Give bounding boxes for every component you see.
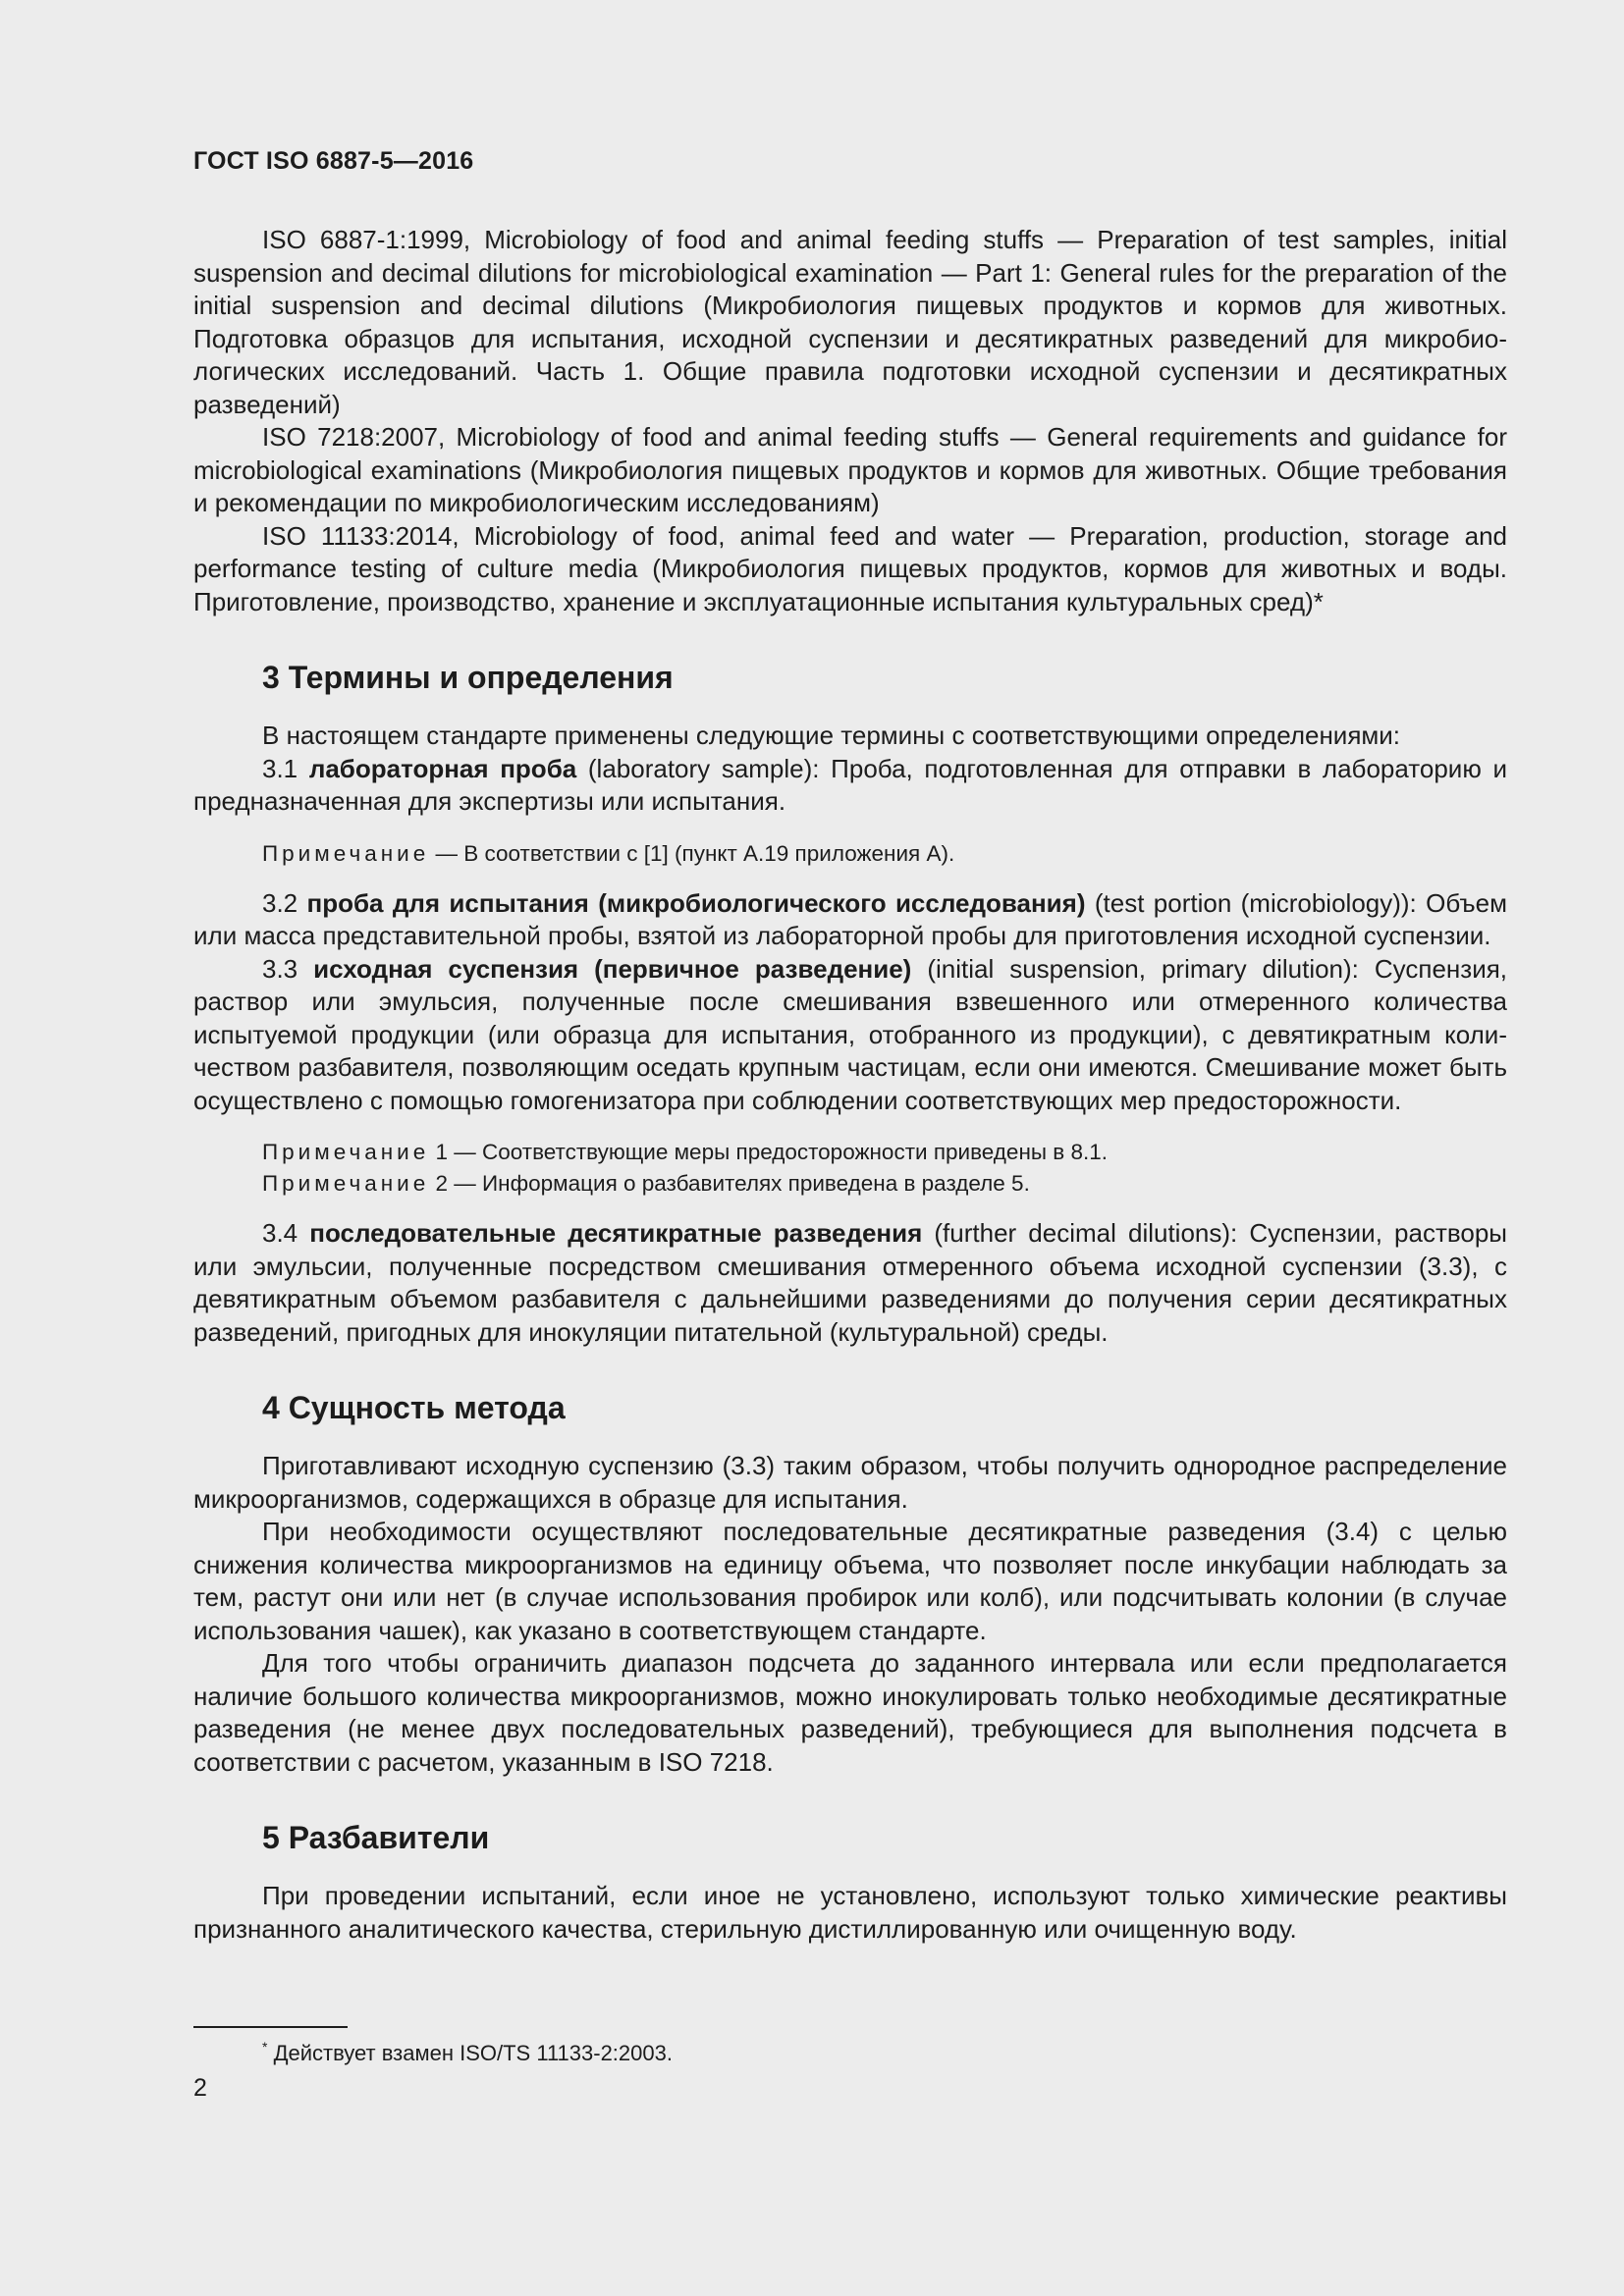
notes-3-3: [262, 1137, 1507, 1200]
section-5-paragraph-1: При проведении испытаний, если иное не установлено, используют только химические реактивы признанного аналитического качества, стерильную дистиллированную или очищенную воду.: [193, 1881, 1507, 1944]
note-text: 2 — Информация о разбавителях приведена в разделе 5.: [429, 1171, 1030, 1196]
footnote-text: Действует взамен ISO/TS 11133-2:2003.: [267, 2041, 673, 2065]
term-title: последовательные десятикратные разведения: [309, 1218, 923, 1248]
term-number: 3.1: [262, 753, 309, 783]
section-3-heading: 3 Термины и определения: [262, 660, 674, 695]
section-4-paragraph-3: Для того чтобы ограничить диапазон подсчета до заданного интервала или если предполагается наличие большого количества микроорганизмов, можно инокулировать только необходимые десятикратные разведения (не менее двух последовательных разведений), требующиеся для выполнения подсчета в соответствии с расчетом, указанным в ISO 7218.: [193, 1648, 1507, 1777]
note-3-1: [262, 838, 1507, 870]
note-label: Примечание: [262, 1140, 430, 1164]
section-5-heading: 5 Разбавители: [262, 1820, 490, 1855]
note-label: Примечание: [262, 1171, 430, 1196]
term-3-2: [193, 887, 1507, 953]
note-text: 1 — Соответствующие меры предосторожности приведены в 8.1.: [429, 1140, 1109, 1164]
term-definition: (further decimal dilutions): Суспензии, растворы или эмульсии, полученные посредством смешивания отмеренного объема исходной суспензии (3.3), с девятикратным объемом разбавителя с дальнейшими разведениями до получения серии десятикратных разведений, пригодных для инокуляции питательной (культуральной) среды.: [193, 1218, 1507, 1347]
footnote-divider: [193, 2026, 348, 2028]
reference-iso-11133: ISO 11133:2014, Microbiology of food, animal feed and water — Preparation, production, storage and performance testing of culture media (Микробиология пищевых продуктов, кормов для животных и воды. Приготовление, производство, хранение и эксплуатационные испытания культуральных сред)*: [193, 520, 1507, 616]
term-3-4: [193, 1217, 1507, 1349]
document-header: ГОСТ ISO 6887-5—2016: [193, 147, 474, 175]
footnote-mark: *: [262, 2039, 268, 2055]
term-number: 3.2: [262, 887, 307, 918]
section-3-intro: В настоящем стандарте применены следующие термины с соответствующими определениями:: [262, 721, 1401, 750]
term-title: исходная суспензия (первичное разведение): [313, 953, 912, 984]
reference-iso-7218: ISO 7218:2007, Microbiology of food and animal feeding stuffs — General requirements and guidance for microbiological examinations (Микробиология пищевых продуктов и кормов для животных. Общие требования и рекомендации по микробиологическим исследованиям): [193, 422, 1507, 517]
section-4-paragraph-2: При необходимости осуществляют последовательные десятикратные разведения (3.4) с целью снижения количества микроорганизмов на единицу объема, что позволяет после инкубации наблюдать за тем, растут они или нет (в случае использования пробирок или колб), или подсчитывать колонии (в случае использования чашек), как указано в соответствующем стандарте.: [193, 1517, 1507, 1645]
term-definition: (laboratory sample): Проба, подготовленная для отправки в лабораторию и предназначенная для экспертизы или испытания.: [193, 753, 1507, 816]
note-label: Примечание: [262, 840, 430, 866]
term-title: лабораторная проба: [308, 753, 577, 783]
term-definition: (initial suspension, primary dilution): Суспензия, раствор или эмульсия, полученные после смешивания взвешенного или отмеренного количества испытуемой продукции (или образца для испытания, отобранного из продукции), с девятикратным количеством разбавителя, позволяющим оседать крупным частицам, если они имеются. Смешивание может быть осуществлено с помощью гомогенизатора при соблюдении соответствующих мер предосторожности.: [193, 953, 1508, 1115]
page-body: [193, 224, 1507, 1946]
page-number: 2: [193, 2074, 207, 2102]
note-1: [262, 1137, 1507, 1168]
term-3-3: [193, 953, 1507, 1118]
section-4-paragraph-1: Приготавливают исходную суспензию (3.3) таким образом, чтобы получить однородное распределение микроорганизмов, содержащихся в образце для испытания.: [193, 1451, 1507, 1514]
footnote: [262, 2032, 673, 2068]
term-definition: (test portion (microbiology)): Объем или масса представительной пробы, взятой из лабораторной пробы для приготовления исходной суспензии.: [193, 887, 1507, 950]
term-number: 3.3: [262, 953, 314, 984]
term-3-1: [193, 753, 1507, 819]
term-title: проба для испытания (микробиологического исследования): [306, 887, 1086, 918]
section-4-heading: 4 Сущность метода: [262, 1390, 566, 1425]
note-text: — В соответствии с [1] (пункт А.19 приложения А).: [429, 840, 955, 866]
note-2: [262, 1168, 1507, 1200]
reference-iso-6887-1: ISO 6887-1:1999, Microbiology of food and animal feeding stuffs — Preparation of test samples, initial suspension and decimal dilutions for microbiological examination — Part 1: General rules for the preparation of the initial suspension and decimal dilutions (Микробиология пищевых продуктов и кормов для животных. Подготовка образцов для испытания, исходной суспензии и десятикратных разведений для микробиологических исследований. Часть 1. Общие правила подготовки исходной суспензии и десятикратных разведений): [193, 225, 1507, 419]
term-number: 3.4: [262, 1218, 310, 1248]
